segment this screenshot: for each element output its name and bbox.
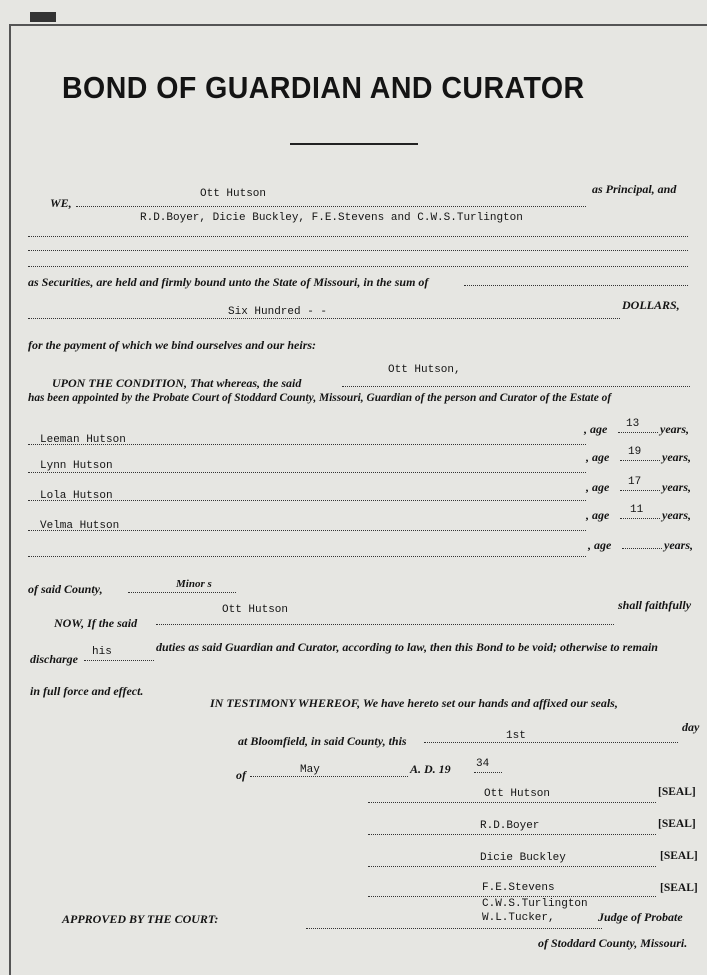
appointed-clause: has been appointed by the Probate Court of Stoddard County, Missouri, Guardian of the person and Curator of the Estate of xyxy=(28,392,612,404)
age-line xyxy=(620,490,660,491)
discharge-label: discharge xyxy=(30,652,78,666)
scan-corner-mark xyxy=(30,12,56,22)
as-principal-label: as Principal, and xyxy=(592,182,677,196)
years-label: years, xyxy=(664,538,693,552)
month-value: May xyxy=(300,764,320,776)
pronoun: his xyxy=(92,646,112,658)
principal-name: Ott Hutson xyxy=(200,188,267,200)
now-label: NOW, If the said xyxy=(54,616,138,630)
testimony-clause: IN TESTIMONY WHEREOF, We have hereto set our hands and affixed our seals, xyxy=(210,696,618,710)
years-label: years, xyxy=(662,450,691,464)
seal-label: [SEAL] xyxy=(660,882,698,894)
judge-label: Judge of Probate xyxy=(598,910,683,924)
signature-line xyxy=(368,896,656,897)
duties-clause: duties as said Guardian and Curator, according to law, then this Bond to be void; otherwise to remain xyxy=(156,640,658,654)
minor-status-line xyxy=(128,592,236,593)
full-force-label: in full force and effect. xyxy=(30,684,144,698)
years-label: years, xyxy=(662,508,691,522)
pronoun-line xyxy=(84,660,154,661)
page-edge-top xyxy=(9,24,707,26)
sum-amount: Six Hundred - - xyxy=(228,306,328,318)
age-line xyxy=(620,518,660,519)
securities-line-1 xyxy=(28,236,688,237)
securities-names: R.D.Boyer, Dicie Buckley, F.E.Stevens and C.W.S.Turlington xyxy=(140,212,523,224)
age-line xyxy=(620,460,660,461)
age-label: , age xyxy=(586,480,610,494)
securities-line-3 xyxy=(28,266,688,267)
payment-clause: for the payment of which we bind ourselves and our heirs: xyxy=(28,338,317,352)
securities-label: as Securities, are held and firmly bound unto the State of Missouri, in the sum of xyxy=(28,275,429,289)
now-name-line xyxy=(156,624,614,625)
day-value: 1st xyxy=(506,730,526,742)
age-line xyxy=(622,548,662,549)
seal-label: [SEAL] xyxy=(660,850,698,862)
minor-age: 19 xyxy=(628,446,642,458)
upon-condition-label: UPON THE CONDITION, That whereas, the said xyxy=(52,376,302,390)
age-label: , age xyxy=(588,538,612,552)
years-label: years, xyxy=(662,480,691,494)
signature-line xyxy=(368,834,656,835)
minor-name: Lynn Hutson xyxy=(40,460,113,472)
signature: Dicie Buckley xyxy=(480,852,566,864)
years-label: years, xyxy=(660,422,689,436)
signature: R.D.Boyer xyxy=(480,820,540,832)
minor-age: 17 xyxy=(628,476,642,488)
day-line xyxy=(424,742,678,743)
document-title: BOND OF GUARDIAN AND CURATOR xyxy=(62,70,585,105)
judge-name: W.L.Tucker, xyxy=(482,912,555,924)
signature-line xyxy=(368,802,656,803)
securities-line-2 xyxy=(28,250,688,251)
seal-label: [SEAL] xyxy=(658,818,696,830)
minor-line-5 xyxy=(28,556,586,557)
we-label: WE, xyxy=(50,196,72,210)
signature: C.W.S.Turlington xyxy=(482,898,588,910)
age-label: , age xyxy=(584,422,608,436)
signature-line xyxy=(368,866,656,867)
minor-status: Minor s xyxy=(176,578,212,590)
age-label: , age xyxy=(586,508,610,522)
judge-signature-line xyxy=(306,928,602,929)
of-said-county-label: of said County, xyxy=(28,582,103,596)
title-underline xyxy=(290,143,418,145)
year-value: 34 xyxy=(476,758,490,770)
minor-age: 13 xyxy=(626,418,640,430)
now-name: Ott Hutson xyxy=(222,604,289,616)
signature: F.E.Stevens xyxy=(482,882,555,894)
approved-label: APPROVED BY THE COURT: xyxy=(62,912,219,926)
principal-line xyxy=(76,206,586,207)
month-line xyxy=(250,776,408,777)
stoddard-label: of Stoddard County, Missouri. xyxy=(538,936,688,950)
said-principal-line xyxy=(342,386,690,387)
bloomfield-label: at Bloomfield, in said County, this xyxy=(238,734,407,748)
age-line xyxy=(618,432,658,433)
said-principal-name: Ott Hutson, xyxy=(388,364,461,376)
ad-label: A. D. 19 xyxy=(410,762,451,776)
sum-line xyxy=(28,318,620,319)
shall-faithfully-label: shall faithfully xyxy=(618,598,692,612)
minor-name: Leeman Hutson xyxy=(40,434,126,446)
minor-name: Velma Hutson xyxy=(40,520,120,532)
page-edge-left xyxy=(9,24,11,975)
age-label: , age xyxy=(586,450,610,464)
minor-age: 11 xyxy=(630,504,644,516)
day-label: day xyxy=(682,720,700,734)
minor-name: Lola Hutson xyxy=(40,490,113,502)
dollars-label: DOLLARS, xyxy=(622,298,680,312)
sum-line-a xyxy=(464,285,688,286)
of-label: of xyxy=(236,768,246,782)
signature: Ott Hutson xyxy=(484,788,551,800)
minor-line-2 xyxy=(28,472,586,473)
seal-label: [SEAL] xyxy=(658,786,696,798)
year-line xyxy=(474,772,502,773)
